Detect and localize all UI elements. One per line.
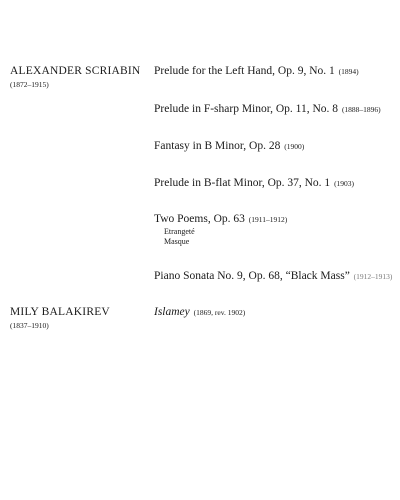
work-title: Two Poems, Op. 63 bbox=[154, 213, 245, 225]
work-item bbox=[154, 102, 381, 117]
movement-title: Etrangeté bbox=[164, 227, 195, 236]
work-dates: (1900) bbox=[284, 142, 305, 151]
work-dates: (1912–1913) bbox=[353, 272, 393, 281]
composer-block-scriabin bbox=[10, 64, 140, 90]
work-title: Prelude in B-flat Minor, Op. 37, No. 1 bbox=[154, 177, 331, 189]
work-item bbox=[154, 269, 392, 284]
work-dates: (1894) bbox=[338, 67, 359, 76]
work-title: Prelude for the Left Hand, Op. 9, No. 1 bbox=[154, 65, 335, 77]
composer-name: MILY BALAKIREV bbox=[10, 306, 110, 318]
composer-dates: (1872–1915) bbox=[10, 80, 49, 89]
work-dates: (1911–1912) bbox=[248, 215, 288, 224]
work-item bbox=[154, 176, 354, 191]
work-item bbox=[154, 305, 245, 320]
work-item bbox=[154, 139, 304, 154]
work-title: Islamey bbox=[154, 306, 190, 318]
composer-name: ALEXANDER SCRIABIN bbox=[10, 65, 141, 77]
movement-title: Masque bbox=[164, 237, 190, 246]
work-dates: (1888–1896) bbox=[341, 105, 381, 114]
composer-block-balakirev bbox=[10, 305, 110, 331]
work-item bbox=[154, 212, 287, 247]
work-item bbox=[154, 64, 359, 79]
composer-dates: (1837–1910) bbox=[10, 321, 49, 330]
work-title: Fantasy in B Minor, Op. 28 bbox=[154, 140, 281, 152]
work-title: Piano Sonata No. 9, Op. 68, “Black Mass” bbox=[154, 270, 350, 282]
work-dates: (1869, rev. 1902) bbox=[193, 308, 246, 317]
work-dates: (1903) bbox=[334, 179, 355, 188]
work-title: Prelude in F-sharp Minor, Op. 11, No. 8 bbox=[154, 103, 339, 115]
